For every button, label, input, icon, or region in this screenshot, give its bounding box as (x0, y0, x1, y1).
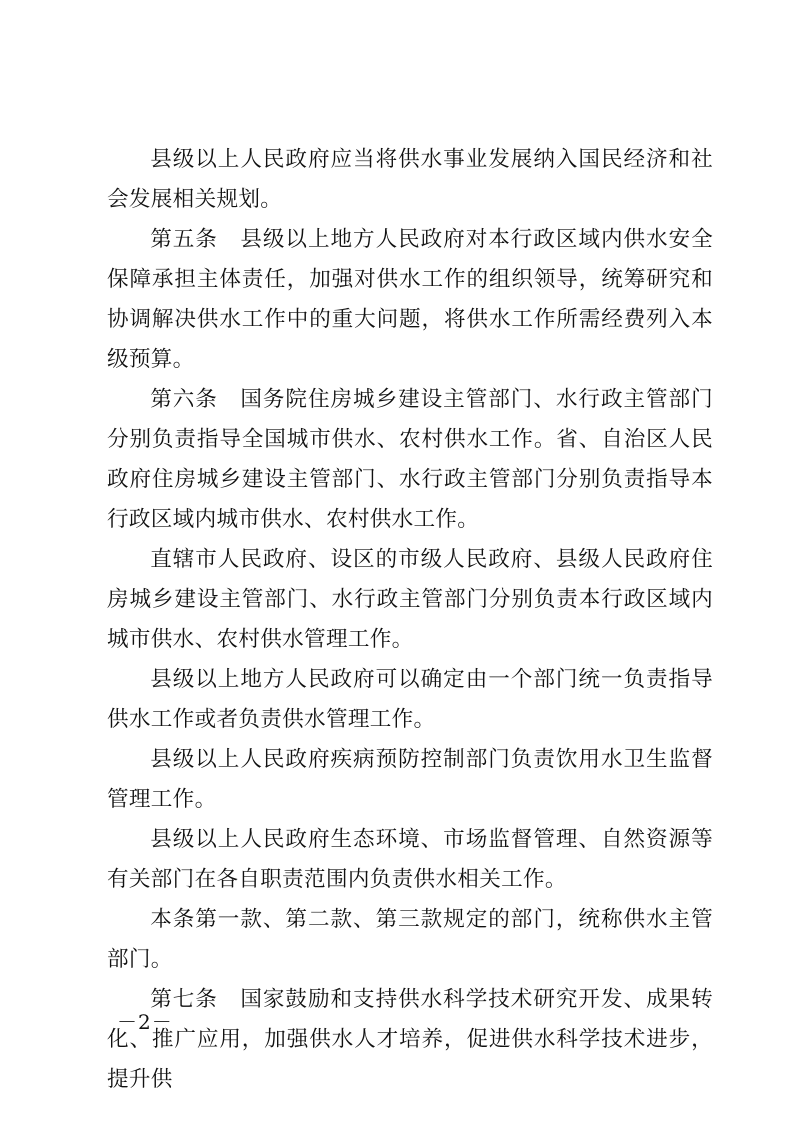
paragraph: 第五条 县级以上地方人民政府对本行政区域内供水安全保障承担主体责任，加强对供水工作的组织领导，统筹研究和协调解决供水工作中的重大问题，将供水工作所需经费列入本级预算。 (107, 227, 713, 372)
paragraph: 县级以上地方人民政府可以确定由一个部门统一负责指导供水工作或者负责供水管理工作。 (107, 667, 713, 732)
page-number: －2－ (117, 1010, 173, 1034)
paragraph: 县级以上人民政府生态环境、市场监督管理、自然资源等有关部门在各自职责范围内负责供水相关工作。 (107, 827, 713, 892)
paragraph: 第六条 国务院住房城乡建设主管部门、水行政主管部门分别负责指导全国城市供水、农村供水工作。省、自治区人民政府住房城乡建设主管部门、水行政主管部门分别负责指导本行政区域内城市供水、农村供水工作。 (107, 387, 713, 532)
document-body (107, 140, 713, 1100)
paragraph: 直辖市人民政府、设区的市级人民政府、县级人民政府住房城乡建设主管部门、水行政主管部门分别负责本行政区域内城市供水、农村供水管理工作。 (107, 547, 713, 652)
paragraph: 县级以上人民政府应当将供水事业发展纳入国民经济和社会发展相关规划。 (107, 147, 713, 212)
paragraph: 本条第一款、第二款、第三款规定的部门，统称供水主管部门。 (107, 907, 713, 972)
paragraph: 第七条 国家鼓励和支持供水科学技术研究开发、成果转化、推广应用，加强供水人才培养，促进供水科学技术进步，提升供 (107, 987, 713, 1092)
paragraph: 县级以上人民政府疾病预防控制部门负责饮用水卫生监督管理工作。 (107, 747, 713, 812)
